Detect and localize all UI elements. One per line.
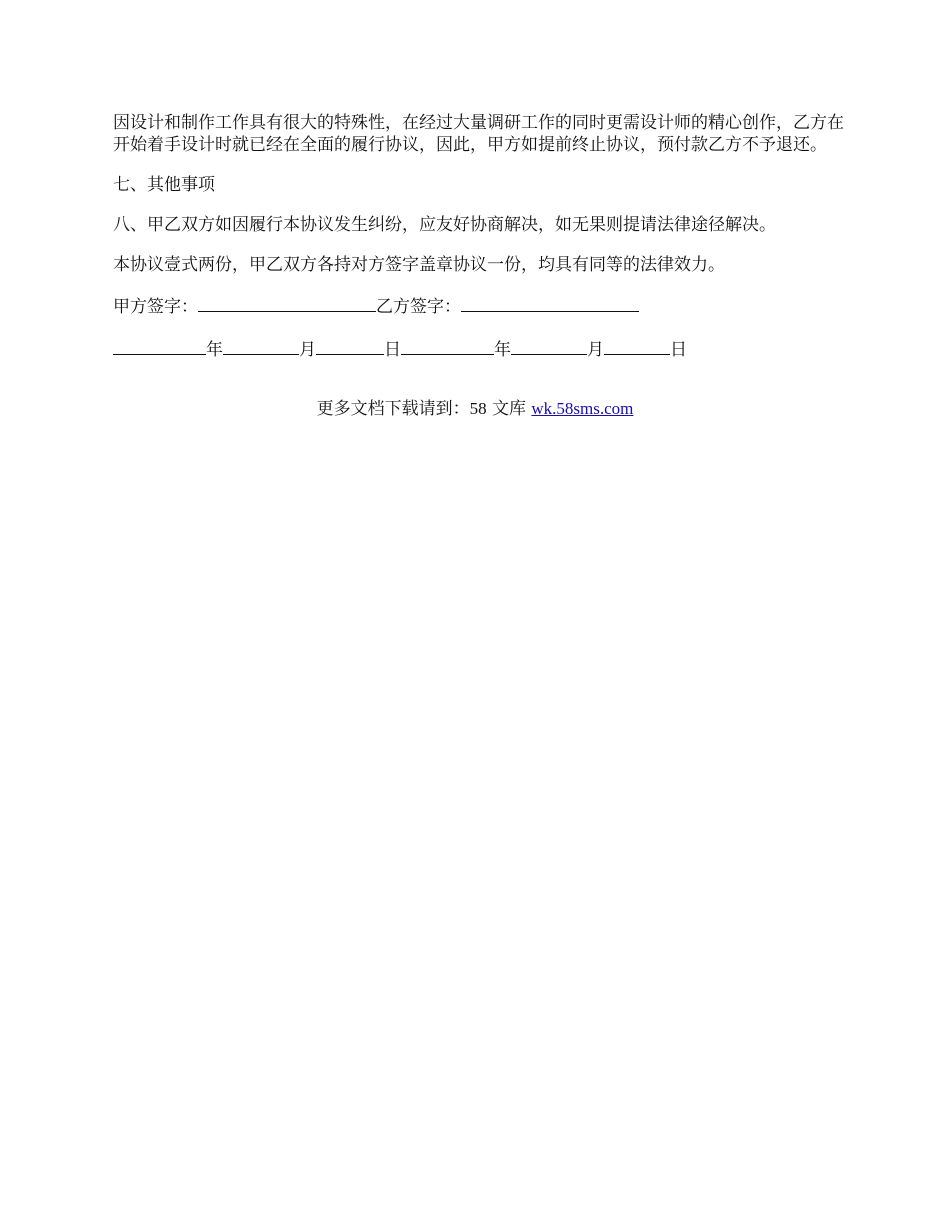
footer-site-number: 58 bbox=[469, 399, 487, 418]
download-footer bbox=[0, 398, 950, 420]
section-other-matters: 七、其他事项 bbox=[113, 175, 215, 195]
party-a-year-line[interactable] bbox=[113, 337, 206, 355]
day-label-2: 日 bbox=[670, 340, 687, 360]
month-label: 月 bbox=[299, 340, 316, 360]
party-a-day-line[interactable] bbox=[316, 337, 384, 355]
party-b-sign-label: 乙方签字： bbox=[376, 297, 461, 317]
party-a-sign-label: 甲方签字： bbox=[113, 297, 198, 317]
date-row bbox=[113, 337, 853, 361]
document-body bbox=[113, 112, 853, 380]
party-a-signature-line[interactable] bbox=[198, 294, 376, 312]
party-b-month-line[interactable] bbox=[511, 337, 587, 355]
party-a-month-line[interactable] bbox=[223, 337, 299, 355]
party-b-day-line[interactable] bbox=[604, 337, 670, 355]
footer-prefix: 更多文档下载请到： bbox=[316, 399, 470, 419]
paragraph-termination-clause: 因设计和制作工作具有很大的特殊性，在经过大量调研工作的同时更需设计师的精心创作，乙方在开始着手设计时就已经在全面的履行协议，因此，甲方如提前终止协议，预付款乙方不予退还。 bbox=[113, 113, 844, 155]
signature-row bbox=[113, 294, 853, 318]
month-label-2: 月 bbox=[587, 340, 604, 360]
section-dispute-resolution: 八、甲乙双方如因履行本协议发生纠纷，应友好协商解决，如无果则提请法律途径解决。 bbox=[113, 215, 776, 235]
year-label: 年 bbox=[206, 340, 223, 360]
copies-statement: 本协议壹式两份，甲乙双方各持对方签字盖章协议一份，均具有同等的法律效力。 bbox=[113, 255, 725, 275]
footer-site-name: 文库 bbox=[486, 399, 532, 419]
party-b-year-line[interactable] bbox=[401, 337, 494, 355]
footer-site-link[interactable]: wk.58sms.com bbox=[531, 399, 634, 418]
day-label: 日 bbox=[384, 340, 401, 360]
year-label-2: 年 bbox=[494, 340, 511, 360]
party-b-signature-line[interactable] bbox=[461, 294, 639, 312]
